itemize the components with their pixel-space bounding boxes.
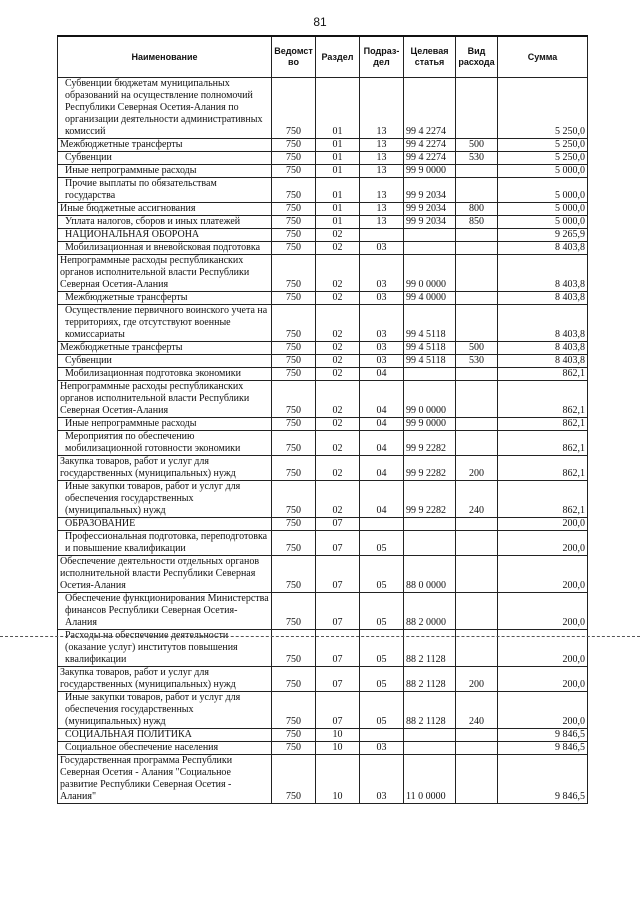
cell-section: 01 xyxy=(316,165,360,178)
cell-target xyxy=(404,229,456,242)
cell-name: Межбюджетные трансферты xyxy=(58,139,272,152)
cell-department: 750 xyxy=(272,593,316,630)
header-section: Раздел xyxy=(316,36,360,78)
cell-subsection: 13 xyxy=(360,178,404,203)
cell-amount: 200,0 xyxy=(498,518,588,531)
table-row xyxy=(58,139,588,152)
header-amount: Сумма xyxy=(498,36,588,78)
cell-target: 99 9 0000 xyxy=(404,165,456,178)
cell-expense-type xyxy=(456,292,498,305)
cell-subsection: 13 xyxy=(360,165,404,178)
cell-expense-type: 240 xyxy=(456,481,498,518)
table-row xyxy=(58,518,588,531)
cell-target: 99 9 0000 xyxy=(404,418,456,431)
cell-amount: 200,0 xyxy=(498,667,588,692)
cell-amount: 9 846,5 xyxy=(498,729,588,742)
table-row xyxy=(58,305,588,342)
cell-expense-type xyxy=(456,242,498,255)
cell-subsection: 04 xyxy=(360,368,404,381)
cell-name: Межбюджетные трансферты xyxy=(58,342,272,355)
cell-department: 750 xyxy=(272,139,316,152)
cell-name: Уплата налогов, сборов и иных платежей xyxy=(58,216,272,229)
table-row xyxy=(58,178,588,203)
cell-subsection: 05 xyxy=(360,667,404,692)
cell-department: 750 xyxy=(272,178,316,203)
table-row xyxy=(58,667,588,692)
cell-target xyxy=(404,729,456,742)
cell-name: Мероприятия по обеспечению мобилизационной готовности экономики xyxy=(58,431,272,456)
cell-expense-type xyxy=(456,755,498,804)
cell-expense-type xyxy=(456,630,498,667)
cell-subsection: 03 xyxy=(360,755,404,804)
cell-expense-type xyxy=(456,431,498,456)
cell-subsection: 03 xyxy=(360,742,404,755)
cell-section: 01 xyxy=(316,78,360,139)
cell-department: 750 xyxy=(272,755,316,804)
cell-name: Обеспечение деятельности отдельных органов исполнительной власти Республики Северная Осетия-Алания xyxy=(58,556,272,593)
cell-name: Иные непрограммные расходы xyxy=(58,165,272,178)
cell-amount: 5 000,0 xyxy=(498,178,588,203)
cell-section: 02 xyxy=(316,242,360,255)
cell-name: Профессиональная подготовка, переподготовка и повышение квалификации xyxy=(58,531,272,556)
cell-section: 02 xyxy=(316,368,360,381)
cell-target xyxy=(404,518,456,531)
cell-amount: 200,0 xyxy=(498,692,588,729)
cell-amount: 9 846,5 xyxy=(498,742,588,755)
cell-department: 750 xyxy=(272,292,316,305)
cell-target xyxy=(404,242,456,255)
table-row xyxy=(58,742,588,755)
table-row xyxy=(58,556,588,593)
cell-name: Прочие выплаты по обязательствам государства xyxy=(58,178,272,203)
cell-subsection: 03 xyxy=(360,242,404,255)
cell-department: 750 xyxy=(272,556,316,593)
cell-department: 750 xyxy=(272,368,316,381)
cell-expense-type xyxy=(456,742,498,755)
table-header-row xyxy=(58,36,588,78)
cell-target: 99 9 2282 xyxy=(404,456,456,481)
cell-target xyxy=(404,531,456,556)
cell-amount: 200,0 xyxy=(498,630,588,667)
cell-name: Иные закупки товаров, работ и услуг для обеспечения государственных (муниципальных) нужд xyxy=(58,481,272,518)
cell-section: 02 xyxy=(316,255,360,292)
cell-section: 07 xyxy=(316,667,360,692)
cell-name: Непрограммные расходы республиканских органов исполнительной власти Республики Северная Осетия-Алания xyxy=(58,255,272,292)
cell-expense-type: 240 xyxy=(456,692,498,729)
cell-target: 99 9 2034 xyxy=(404,178,456,203)
cell-name: Закупка товаров, работ и услуг для государственных (муниципальных) нужд xyxy=(58,456,272,481)
cell-amount: 8 403,8 xyxy=(498,342,588,355)
cell-name: ОБРАЗОВАНИЕ xyxy=(58,518,272,531)
cell-subsection xyxy=(360,518,404,531)
cell-section: 02 xyxy=(316,292,360,305)
cell-name: Иные бюджетные ассигнования xyxy=(58,203,272,216)
cell-name: Субвенции бюджетам муниципальных образований на осуществление полномочий Республики Северная Осетия-Алания по организации деятельности административных комиссий xyxy=(58,78,272,139)
table-row xyxy=(58,78,588,139)
cell-expense-type xyxy=(456,418,498,431)
cell-target xyxy=(404,368,456,381)
cell-subsection: 03 xyxy=(360,355,404,368)
cell-expense-type xyxy=(456,381,498,418)
cell-amount: 5 250,0 xyxy=(498,78,588,139)
cell-name: Осуществление первичного воинского учета на территориях, где отсутствуют военные комиссариаты xyxy=(58,305,272,342)
header-subsection: Подраз- дел xyxy=(360,36,404,78)
cell-department: 750 xyxy=(272,152,316,165)
cell-department: 750 xyxy=(272,355,316,368)
cell-subsection: 13 xyxy=(360,78,404,139)
cell-subsection: 13 xyxy=(360,139,404,152)
table-row xyxy=(58,630,588,667)
cell-department: 750 xyxy=(272,242,316,255)
cell-subsection: 03 xyxy=(360,255,404,292)
table-row xyxy=(58,729,588,742)
cell-department: 750 xyxy=(272,78,316,139)
cell-section: 10 xyxy=(316,742,360,755)
cell-name: Мобилизационная и вневойсковая подготовка xyxy=(58,242,272,255)
cell-subsection: 13 xyxy=(360,203,404,216)
cell-amount: 8 403,8 xyxy=(498,355,588,368)
cell-subsection: 05 xyxy=(360,692,404,729)
cell-name: Межбюджетные трансферты xyxy=(58,292,272,305)
cell-department: 750 xyxy=(272,518,316,531)
cell-expense-type xyxy=(456,556,498,593)
table-row xyxy=(58,368,588,381)
cell-expense-type xyxy=(456,255,498,292)
cell-department: 750 xyxy=(272,229,316,242)
cell-section: 02 xyxy=(316,481,360,518)
cell-name: Субвенции xyxy=(58,152,272,165)
cell-expense-type xyxy=(456,531,498,556)
cell-subsection: 03 xyxy=(360,305,404,342)
cell-expense-type: 530 xyxy=(456,152,498,165)
cell-name: Субвенции xyxy=(58,355,272,368)
header-expense-type: Вид расхода xyxy=(456,36,498,78)
cell-amount: 862,1 xyxy=(498,456,588,481)
cell-expense-type xyxy=(456,229,498,242)
cell-target: 99 0 0000 xyxy=(404,381,456,418)
cell-department: 750 xyxy=(272,305,316,342)
cell-department: 750 xyxy=(272,381,316,418)
cell-expense-type: 200 xyxy=(456,667,498,692)
budget-table xyxy=(57,35,588,804)
table-row xyxy=(58,255,588,292)
cell-subsection: 05 xyxy=(360,531,404,556)
cell-subsection: 03 xyxy=(360,292,404,305)
cell-target: 88 2 1128 xyxy=(404,692,456,729)
cell-name: Государственная программа Республики Северная Осетия - Алания "Социальное развитие Республики Северная Осетия - Алания" xyxy=(58,755,272,804)
cell-amount: 5 000,0 xyxy=(498,165,588,178)
cell-section: 01 xyxy=(316,178,360,203)
cell-section: 02 xyxy=(316,229,360,242)
cell-name: Социальное обеспечение населения xyxy=(58,742,272,755)
cell-section: 02 xyxy=(316,456,360,481)
table-row xyxy=(58,355,588,368)
header-name: Наименование xyxy=(58,36,272,78)
cell-amount: 9 846,5 xyxy=(498,755,588,804)
cell-amount: 8 403,8 xyxy=(498,292,588,305)
cell-expense-type xyxy=(456,165,498,178)
table-row xyxy=(58,431,588,456)
cell-target: 99 4 2274 xyxy=(404,139,456,152)
cell-section: 01 xyxy=(316,216,360,229)
cell-target: 99 9 2034 xyxy=(404,203,456,216)
cell-subsection: 04 xyxy=(360,456,404,481)
table-row xyxy=(58,165,588,178)
cell-expense-type xyxy=(456,368,498,381)
cell-department: 750 xyxy=(272,481,316,518)
cell-name: СОЦИАЛЬНАЯ ПОЛИТИКА xyxy=(58,729,272,742)
table-row xyxy=(58,418,588,431)
cell-amount: 5 250,0 xyxy=(498,152,588,165)
cell-name: Мобилизационная подготовка экономики xyxy=(58,368,272,381)
cell-department: 750 xyxy=(272,216,316,229)
cell-subsection: 04 xyxy=(360,381,404,418)
cell-expense-type xyxy=(456,593,498,630)
cell-section: 07 xyxy=(316,593,360,630)
cell-target: 11 0 0000 xyxy=(404,755,456,804)
cell-section: 07 xyxy=(316,531,360,556)
cell-expense-type: 500 xyxy=(456,139,498,152)
cell-department: 750 xyxy=(272,255,316,292)
cell-amount: 5 000,0 xyxy=(498,203,588,216)
cell-target xyxy=(404,742,456,755)
cell-department: 750 xyxy=(272,342,316,355)
cell-expense-type: 200 xyxy=(456,456,498,481)
cell-section: 02 xyxy=(316,355,360,368)
cell-subsection: 04 xyxy=(360,481,404,518)
cell-subsection xyxy=(360,229,404,242)
cell-section: 07 xyxy=(316,630,360,667)
cell-department: 750 xyxy=(272,729,316,742)
cell-expense-type: 850 xyxy=(456,216,498,229)
page-number: 81 xyxy=(313,15,327,29)
cell-target: 99 4 5118 xyxy=(404,355,456,368)
cell-subsection: 04 xyxy=(360,431,404,456)
cell-amount: 200,0 xyxy=(498,531,588,556)
cell-expense-type: 500 xyxy=(456,342,498,355)
cell-name: Непрограммные расходы республиканских органов исполнительной власти Республики Северная Осетия-Алания xyxy=(58,381,272,418)
cell-target: 99 0 0000 xyxy=(404,255,456,292)
header-target: Целевая статья xyxy=(404,36,456,78)
cell-department: 750 xyxy=(272,667,316,692)
cell-subsection: 04 xyxy=(360,418,404,431)
cell-department: 750 xyxy=(272,456,316,481)
cell-department: 750 xyxy=(272,418,316,431)
cell-target: 99 9 2034 xyxy=(404,216,456,229)
table-row xyxy=(58,456,588,481)
cell-name: Иные непрограммные расходы xyxy=(58,418,272,431)
table-row xyxy=(58,229,588,242)
table-row xyxy=(58,292,588,305)
cell-target: 99 4 0000 xyxy=(404,292,456,305)
cell-target: 99 9 2282 xyxy=(404,481,456,518)
cell-section: 02 xyxy=(316,342,360,355)
cell-amount: 9 265,9 xyxy=(498,229,588,242)
cell-target: 88 0 0000 xyxy=(404,556,456,593)
header-department: Ведомст во xyxy=(272,36,316,78)
cell-amount: 862,1 xyxy=(498,481,588,518)
table-row xyxy=(58,152,588,165)
cell-expense-type: 530 xyxy=(456,355,498,368)
cell-section: 10 xyxy=(316,729,360,742)
cell-expense-type xyxy=(456,518,498,531)
cell-amount: 862,1 xyxy=(498,418,588,431)
cell-target: 99 4 2274 xyxy=(404,152,456,165)
cell-department: 750 xyxy=(272,630,316,667)
cell-name: Иные закупки товаров, работ и услуг для обеспечения государственных (муниципальных) нужд xyxy=(58,692,272,729)
cell-name: НАЦИОНАЛЬНАЯ ОБОРОНА xyxy=(58,229,272,242)
cell-section: 01 xyxy=(316,139,360,152)
cell-section: 07 xyxy=(316,518,360,531)
cell-subsection xyxy=(360,729,404,742)
cell-department: 750 xyxy=(272,742,316,755)
cell-amount: 862,1 xyxy=(498,381,588,418)
cell-department: 750 xyxy=(272,431,316,456)
cell-department: 750 xyxy=(272,203,316,216)
cell-subsection: 13 xyxy=(360,152,404,165)
cell-name: Обеспечение функционирования Министерства финансов Республики Северная Осетия-Алания xyxy=(58,593,272,630)
cell-section: 02 xyxy=(316,305,360,342)
cell-subsection: 05 xyxy=(360,593,404,630)
cell-expense-type xyxy=(456,178,498,203)
table-row xyxy=(58,755,588,804)
cell-department: 750 xyxy=(272,692,316,729)
table-row xyxy=(58,216,588,229)
table-row xyxy=(58,381,588,418)
table-row xyxy=(58,481,588,518)
table-row xyxy=(58,203,588,216)
cell-department: 750 xyxy=(272,531,316,556)
cell-section: 02 xyxy=(316,418,360,431)
cell-department: 750 xyxy=(272,165,316,178)
cell-target: 88 2 1128 xyxy=(404,667,456,692)
cell-target: 99 4 5118 xyxy=(404,305,456,342)
cell-target: 88 2 1128 xyxy=(404,630,456,667)
cell-section: 01 xyxy=(316,152,360,165)
cell-subsection: 05 xyxy=(360,556,404,593)
cell-expense-type xyxy=(456,729,498,742)
cell-amount: 5 000,0 xyxy=(498,216,588,229)
cell-amount: 8 403,8 xyxy=(498,242,588,255)
cell-section: 01 xyxy=(316,203,360,216)
cell-subsection: 13 xyxy=(360,216,404,229)
table-row xyxy=(58,531,588,556)
cell-section: 02 xyxy=(316,431,360,456)
cell-amount: 200,0 xyxy=(498,556,588,593)
cell-amount: 200,0 xyxy=(498,593,588,630)
cell-name: Расходы на обеспечение деятельности (оказание услуг) институтов повышения квалификации xyxy=(58,630,272,667)
cell-expense-type: 800 xyxy=(456,203,498,216)
cell-expense-type xyxy=(456,78,498,139)
cell-section: 02 xyxy=(316,381,360,418)
cell-section: 10 xyxy=(316,755,360,804)
cell-target: 99 4 5118 xyxy=(404,342,456,355)
cell-section: 07 xyxy=(316,556,360,593)
cell-amount: 5 250,0 xyxy=(498,139,588,152)
cell-section: 07 xyxy=(316,692,360,729)
cell-amount: 8 403,8 xyxy=(498,305,588,342)
table-row xyxy=(58,342,588,355)
table-row xyxy=(58,242,588,255)
cell-target: 99 9 2282 xyxy=(404,431,456,456)
cell-target: 99 4 2274 xyxy=(404,78,456,139)
cell-expense-type xyxy=(456,305,498,342)
table-body xyxy=(58,78,588,804)
cell-target: 88 2 0000 xyxy=(404,593,456,630)
cell-amount: 862,1 xyxy=(498,368,588,381)
cell-amount: 8 403,8 xyxy=(498,255,588,292)
table-row xyxy=(58,692,588,729)
table-row xyxy=(58,593,588,630)
cell-subsection: 05 xyxy=(360,630,404,667)
cell-subsection: 03 xyxy=(360,342,404,355)
cell-name: Закупка товаров, работ и услуг для государственных (муниципальных) нужд xyxy=(58,667,272,692)
cell-amount: 862,1 xyxy=(498,431,588,456)
